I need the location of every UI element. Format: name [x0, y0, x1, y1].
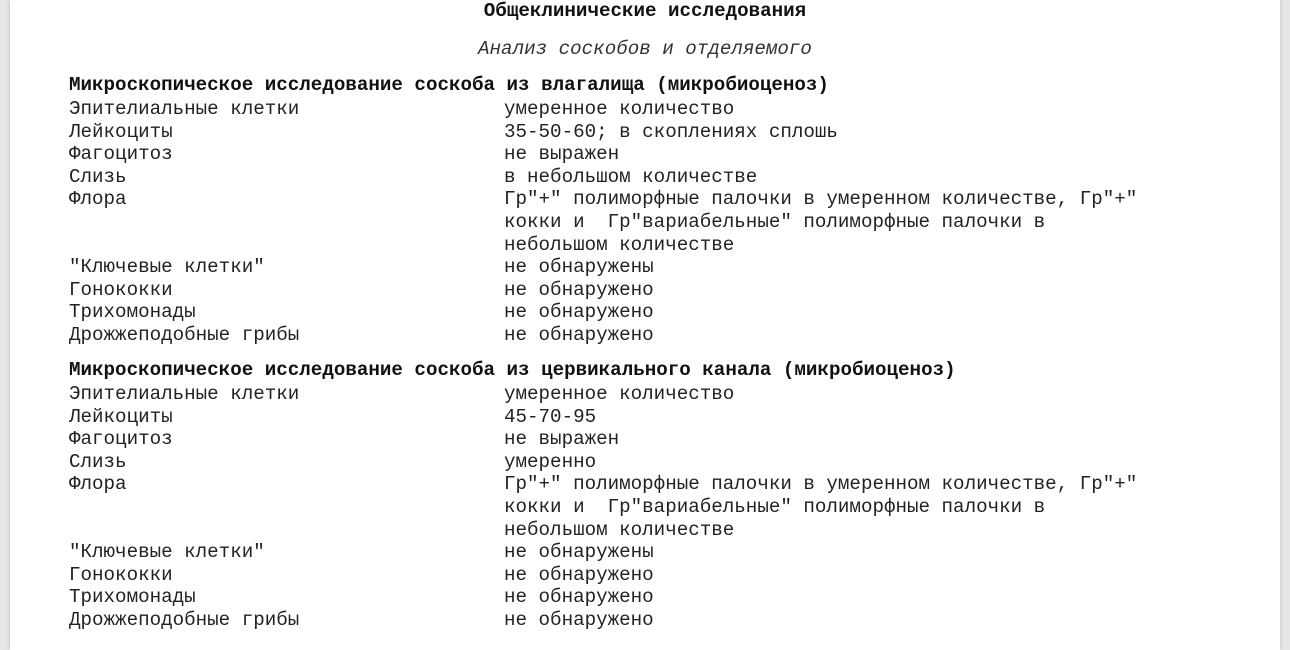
result-label: Слизь	[69, 165, 127, 188]
result-value-line: умеренное количество	[504, 383, 735, 405]
section-vaginal-smear	[69, 73, 1269, 347]
result-value	[504, 473, 1269, 541]
result-label: Лейкоциты	[69, 120, 173, 143]
result-value	[504, 256, 1269, 279]
section-heading: Микроскопическое исследование соскоба из влагалища (микробиоценоз)	[69, 74, 829, 96]
result-label: Флора	[69, 188, 127, 211]
result-row	[69, 98, 1269, 121]
result-value	[504, 143, 1269, 166]
result-row	[69, 121, 1269, 144]
result-value	[504, 541, 1269, 564]
result-value-line: не обнаружено	[504, 608, 654, 631]
section-heading: Микроскопическое исследование соскоба из цервикального канала (микробиоценоз)	[69, 359, 956, 381]
result-value-line: не обнаружено	[504, 278, 654, 301]
result-value-line: кокки и Гр"вариабельные" полиморфные палочки в	[504, 495, 1046, 518]
result-row	[69, 166, 1269, 189]
result-row	[69, 451, 1269, 474]
result-value-line: не обнаружено	[504, 323, 654, 346]
result-row	[69, 301, 1269, 324]
result-row	[69, 279, 1269, 302]
result-value	[504, 564, 1269, 587]
document-subtitle: Анализ соскобов и отделяемого	[478, 38, 812, 60]
result-value-line: Гр"+" полиморфные палочки в умеренном количестве, Гр"+"	[504, 473, 1138, 496]
result-value	[504, 451, 1269, 474]
result-label: Лейкоциты	[69, 405, 173, 428]
result-value	[504, 166, 1269, 189]
result-value-line: Гр"+" полиморфные палочки в умеренном количестве, Гр"+"	[504, 188, 1138, 211]
result-row	[69, 541, 1269, 564]
result-row	[69, 586, 1269, 609]
result-value	[504, 121, 1269, 144]
result-row	[69, 188, 1269, 256]
result-value-line: умеренно	[504, 450, 597, 473]
result-row	[69, 406, 1269, 429]
result-value-line: не обнаружено	[504, 586, 654, 609]
result-value-line: кокки и Гр"вариабельные" полиморфные палочки в	[504, 210, 1046, 233]
result-value	[504, 406, 1269, 429]
result-label: "Ключевые клетки"	[69, 541, 265, 564]
result-value	[504, 301, 1269, 324]
result-value-line: не обнаружено	[504, 563, 654, 586]
result-label: Дрожжеподобные грибы	[69, 323, 300, 346]
result-value	[504, 609, 1269, 632]
result-value-line: не выражен	[504, 143, 620, 166]
result-value	[504, 188, 1269, 256]
result-label: Гонококки	[69, 563, 173, 586]
result-row	[69, 383, 1269, 406]
result-label: Дрожжеподобные грибы	[69, 608, 300, 631]
result-value-line: 45-70-95	[504, 405, 597, 428]
result-row	[69, 564, 1269, 587]
result-label: Трихомонады	[69, 586, 196, 609]
result-value	[504, 586, 1269, 609]
result-label: Флора	[69, 473, 127, 496]
result-value	[504, 428, 1269, 451]
result-label: Гонококки	[69, 278, 173, 301]
result-label: "Ключевые клетки"	[69, 256, 265, 279]
result-row	[69, 143, 1269, 166]
result-row	[69, 428, 1269, 451]
result-row	[69, 256, 1269, 279]
result-value	[504, 383, 1269, 406]
result-value	[504, 279, 1269, 302]
result-row	[69, 324, 1269, 347]
result-value-line: небольшом количестве	[504, 518, 735, 541]
result-row	[69, 473, 1269, 541]
result-value	[504, 98, 1269, 121]
result-value-line: не выражен	[504, 428, 620, 451]
result-value-line: не обнаружено	[504, 301, 654, 324]
result-label: Фагоцитоз	[69, 143, 173, 166]
document-page	[10, 0, 1280, 650]
result-value-line: не обнаружены	[504, 256, 654, 279]
document-title: Общеклинические исследования	[483, 0, 807, 22]
result-label: Эпителиальные клетки	[69, 98, 300, 120]
section-cervical-smear	[69, 358, 1269, 632]
result-label: Трихомонады	[69, 301, 196, 324]
result-value	[504, 324, 1269, 347]
result-value-line: не обнаружены	[504, 541, 654, 564]
result-label: Слизь	[69, 450, 127, 473]
result-value-line: 35-50-60; в скоплениях сплошь	[504, 120, 838, 143]
result-label: Эпителиальные клетки	[69, 383, 300, 405]
result-value-line: небольшом количестве	[504, 233, 735, 256]
result-value-line: в небольшом количестве	[504, 165, 758, 188]
result-value-line: умеренное количество	[504, 98, 735, 120]
result-label: Фагоцитоз	[69, 428, 173, 451]
result-row	[69, 609, 1269, 632]
